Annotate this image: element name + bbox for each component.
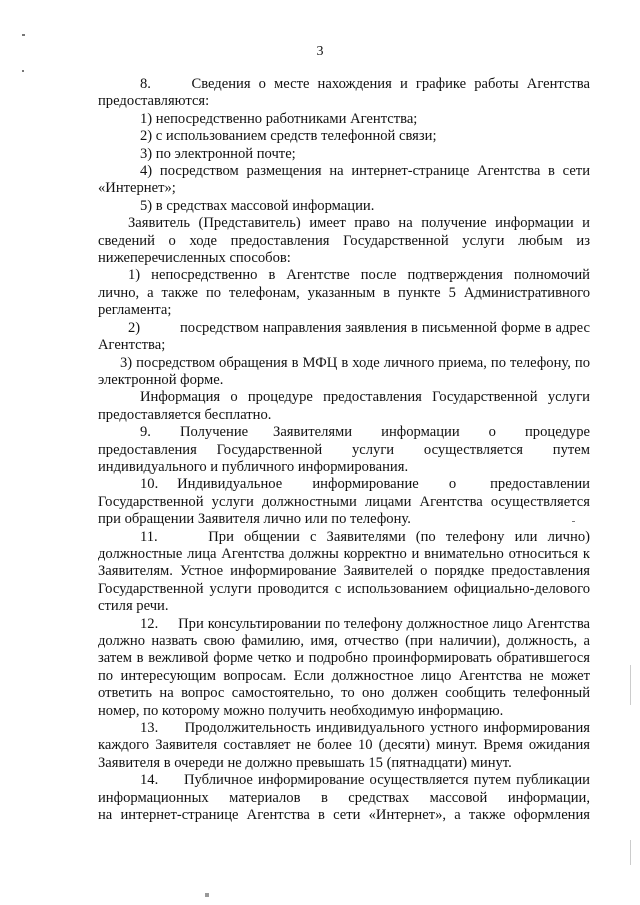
list-item-8-3: 3) по электронной почте; [140,145,296,162]
scan-artifact [630,840,631,865]
paragraph-14: 14. Публичное информирование осуществляется путем публикации информационных материалов в средствах массовой информации, на интернет-странице Агентства в сети «Интернет», а также оформления [98,772,590,824]
list-item-8-4: 4) посредством размещения на интернет-странице Агентства в сети «Интернет»; [98,163,590,197]
list-item-applicant-2: 2) посредством направления заявления в письменной форме в адрес Агентства; [98,319,590,354]
paragraph-12: 12. При консультировании по телефону должностное лицо Агентства должно назвать свою фамилию, имя, отчество (при наличии), должность, а затем в вежливой форме четко и подробно проинформировать обратившегося по интересующим вопросам. Если должностное лицо Агентства не может ответить на вопрос самостоятельно, то оно должен сообщить телефонный номер, по которому можно получить необходимую информацию. [98,615,590,719]
paragraph-applicant-rights: Заявитель (Представитель) имеет право на получение информации и сведений о ходе предоставления Государственной услуги любым из нижеперечисленных способов: [98,215,590,267]
document-body [98,76,590,824]
scan-artifact [630,665,631,705]
scan-artifact [205,893,209,897]
paragraph-11: 11. При общении с Заявителями (по телефону или лично) должностные лица Агентства должны корректно и внимательно относиться к Заявителям. Устное информирование Заявителей о порядке предоставления Государственной услуги проводится с использованием официально-делового стиля речи. [98,528,590,615]
scan-artifact [572,521,575,522]
scan-artifact [22,70,24,72]
list-item-8-1: 1) непосредственно работниками Агентства; [140,110,418,127]
paragraph-8: 8. Сведения о месте нахождения и графике работы Агентства предоставляются: [98,76,590,110]
list-item-8-5: 5) в средствах массовой информации. [140,197,375,214]
list-item-applicant-3: 3) посредством обращения в МФЦ в ходе личного приема, по телефону, по электронной форме. [98,354,590,388]
scan-artifact [22,34,25,36]
list-item-applicant-1: 1) непосредственно в Агентстве после подтверждения полномочий лично, а также по телефонам, указанным в пункте 5 Административного регламента; [98,267,590,319]
paragraph-10: 10. Индивидуальное информирование о предоставлении Государственной услуги должностными лицами Агентства осуществляется при обращении Заявителя лично или по телефону. [98,476,590,528]
paragraph-9: 9. Получение Заявителями информации о процедуре предоставления Государственной услуги осуществляется путем индивидуального и публичного информирования. [98,424,590,475]
paragraph-13: 13. Продолжительность индивидуального устного информирования каждого Заявителя составляет не более 10 (десяти) минут. Время ожидания Заявителя в очереди не должно превышать 15 (пятнадцати) минут. [98,720,590,771]
list-item-8-2: 2) с использованием средств телефонной связи; [140,128,437,145]
paragraph-info-free: Информация о процедуре предоставления Государственной услуги предоставляется бесплатно. [98,389,590,423]
page-number: 3 [316,44,324,59]
